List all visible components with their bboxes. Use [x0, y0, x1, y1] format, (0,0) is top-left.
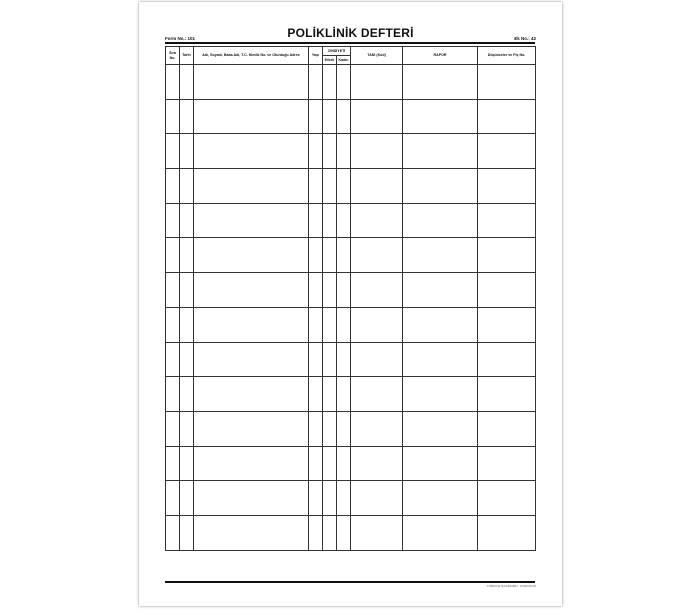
table-row: [166, 411, 536, 446]
table-cell: [166, 65, 180, 100]
col-header-dusunceler: Düşünceler ve Fiş No.: [478, 47, 536, 65]
table-cell: [180, 65, 194, 100]
table-cell: [351, 169, 403, 204]
table-cell: [323, 481, 337, 516]
table-cell: [180, 203, 194, 238]
table-cell: [337, 203, 351, 238]
table-cell: [309, 307, 323, 342]
table-cell: [166, 238, 180, 273]
table-cell: [323, 446, 337, 481]
table-cell: [351, 446, 403, 481]
col-header-kadin: Kadın: [337, 56, 351, 65]
register-table: [165, 46, 536, 551]
table-cell: [194, 411, 309, 446]
table-cell: [309, 169, 323, 204]
table-cell: [180, 273, 194, 308]
table-row: [166, 169, 536, 204]
table-cell: [403, 515, 478, 550]
table-cell: [180, 481, 194, 516]
table-cell: [194, 446, 309, 481]
table-cell: [323, 99, 337, 134]
table-cell: [194, 481, 309, 516]
table-cell: [309, 515, 323, 550]
table-cell: [180, 99, 194, 134]
table-cell: [309, 377, 323, 412]
table-cell: [309, 203, 323, 238]
table-cell: [180, 169, 194, 204]
table-row: [166, 238, 536, 273]
col-header-rapor: RAPOR: [403, 47, 478, 65]
table-cell: [351, 99, 403, 134]
page-title: POLİKLİNİK DEFTERİ: [287, 26, 414, 40]
table-cell: [337, 446, 351, 481]
table-cell: [403, 134, 478, 169]
table-cell: [166, 169, 180, 204]
table-row: [166, 307, 536, 342]
table-cell: [166, 273, 180, 308]
table-cell: [180, 134, 194, 169]
table-cell: [166, 342, 180, 377]
table-cell: [403, 411, 478, 446]
table-cell: [351, 411, 403, 446]
table-cell: [323, 134, 337, 169]
table-cell: [323, 515, 337, 550]
table-cell: [194, 169, 309, 204]
table-cell: [194, 99, 309, 134]
table-cell: [180, 342, 194, 377]
table-cell: [337, 273, 351, 308]
table-cell: [323, 342, 337, 377]
col-header-adi: Adı, Soyadı, Baba Adı, T.C. Kimlik No. ve Oturduğu Adres: [194, 47, 309, 65]
table-cell: [194, 515, 309, 550]
table-cell: [337, 377, 351, 412]
table-cell: [194, 134, 309, 169]
table-cell: [166, 481, 180, 516]
table-cell: [166, 377, 180, 412]
col-header-erkek: Erkek: [323, 56, 337, 65]
table-cell: [166, 203, 180, 238]
table-cell: [478, 169, 536, 204]
table-cell: [309, 65, 323, 100]
table-cell: [478, 342, 536, 377]
table-cell: [403, 65, 478, 100]
table-cell: [166, 99, 180, 134]
table-cell: [337, 411, 351, 446]
table-cell: [337, 307, 351, 342]
table-cell: [403, 169, 478, 204]
table-cell: [351, 377, 403, 412]
table-row: [166, 377, 536, 412]
form-number: Form No.: 101: [165, 36, 196, 41]
table-cell: [478, 515, 536, 550]
table-cell: [478, 377, 536, 412]
col-header-tani: TANI (Kod): [351, 47, 403, 65]
table-row: [166, 203, 536, 238]
table-cell: [351, 481, 403, 516]
table-cell: [337, 481, 351, 516]
table-cell: [478, 99, 536, 134]
table-cell: [403, 273, 478, 308]
table-cell: [166, 446, 180, 481]
table-cell: [478, 65, 536, 100]
table-cell: [323, 307, 337, 342]
table-cell: [351, 307, 403, 342]
table-cell: [478, 203, 536, 238]
table-cell: [478, 481, 536, 516]
table-cell: [194, 377, 309, 412]
table-cell: [403, 238, 478, 273]
table-row: [166, 99, 536, 134]
table-cell: [180, 446, 194, 481]
col-header-tarih: Tarih: [180, 47, 194, 65]
table-cell: [351, 134, 403, 169]
table-cell: [323, 273, 337, 308]
form-sheet: [139, 2, 562, 606]
table-cell: [403, 481, 478, 516]
table-cell: [166, 515, 180, 550]
table-cell: [351, 203, 403, 238]
table-cell: [403, 99, 478, 134]
table-cell: [180, 411, 194, 446]
table-cell: [337, 169, 351, 204]
table-cell: [478, 446, 536, 481]
table-cell: [323, 377, 337, 412]
col-header-cinsiyeti: CİNSİYETİ: [323, 47, 351, 56]
table-cell: [478, 411, 536, 446]
table-cell: [309, 134, 323, 169]
table-cell: [323, 169, 337, 204]
table-cell: [323, 65, 337, 100]
table-cell: [403, 307, 478, 342]
table-cell: [166, 411, 180, 446]
table-cell: [337, 342, 351, 377]
table-cell: [403, 342, 478, 377]
appendix-number: Ek No.: 42: [514, 36, 536, 41]
table-cell: [403, 446, 478, 481]
table-cell: [309, 238, 323, 273]
table-cell: [351, 65, 403, 100]
table-cell: [351, 342, 403, 377]
col-header-sira: Sıra No.: [166, 47, 180, 65]
table-cell: [403, 377, 478, 412]
table-row: [166, 481, 536, 516]
table-cell: [309, 481, 323, 516]
table-cell: [194, 307, 309, 342]
table-cell: [478, 307, 536, 342]
table-cell: [323, 411, 337, 446]
table-row: [166, 65, 536, 100]
footer-note: TÜRKİYE İŞ KURUMU · 0 000 00 00: [486, 584, 536, 588]
table-cell: [351, 238, 403, 273]
table-cell: [194, 238, 309, 273]
table-row: [166, 273, 536, 308]
table-cell: [351, 273, 403, 308]
top-rule: [165, 42, 535, 44]
table-cell: [351, 515, 403, 550]
table-cell: [180, 377, 194, 412]
table-cell: [403, 203, 478, 238]
table-cell: [337, 99, 351, 134]
table-cell: [180, 515, 194, 550]
table-cell: [478, 238, 536, 273]
table-row: [166, 446, 536, 481]
table-cell: [337, 515, 351, 550]
table-cell: [166, 307, 180, 342]
table-cell: [180, 238, 194, 273]
table-cell: [309, 273, 323, 308]
bottom-rule: [165, 581, 535, 583]
col-header-yasi: Yaşı: [309, 47, 323, 65]
table-row: [166, 515, 536, 550]
table-cell: [194, 203, 309, 238]
table-cell: [194, 65, 309, 100]
table-cell: [337, 65, 351, 100]
table-cell: [309, 99, 323, 134]
table-cell: [478, 273, 536, 308]
table-cell: [166, 134, 180, 169]
table-cell: [337, 134, 351, 169]
table-cell: [323, 203, 337, 238]
table-cell: [194, 273, 309, 308]
table-cell: [478, 134, 536, 169]
table-cell: [323, 238, 337, 273]
table-cell: [180, 307, 194, 342]
table-cell: [309, 342, 323, 377]
table-cell: [309, 446, 323, 481]
table-cell: [309, 411, 323, 446]
table-cell: [194, 342, 309, 377]
table-cell: [337, 238, 351, 273]
table-row: [166, 134, 536, 169]
table-row: [166, 342, 536, 377]
